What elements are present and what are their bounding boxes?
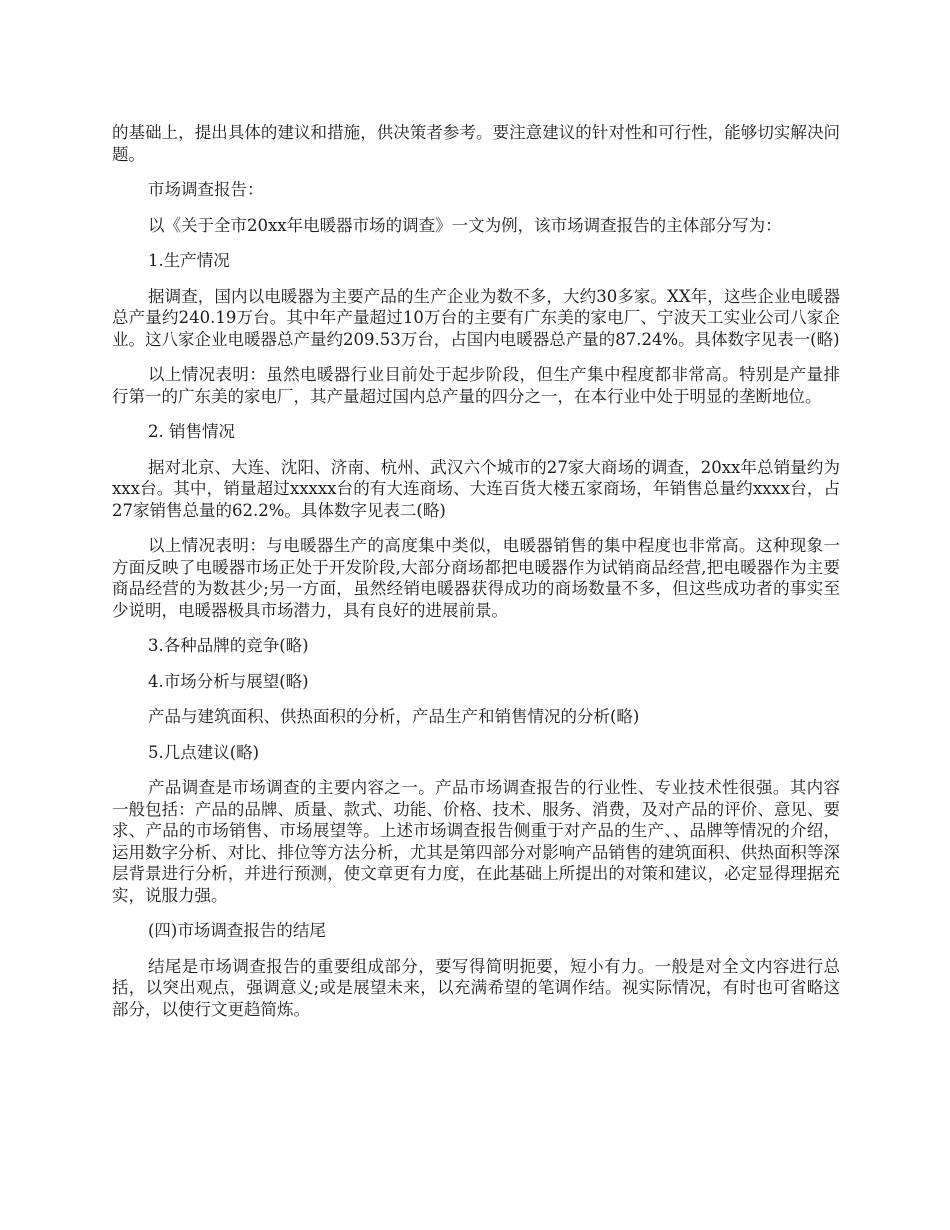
section-heading-report-ending: (四)市场调查报告的结尾 [148, 921, 326, 940]
paragraph-sales: 据对北京、大连、沈阳、济南、杭州、武汉六个城市的27家大商场的调查，20xx年总销量约为xxx台。其中，销量超过xxxxx台的有大连商场、大连百货大楼五家商场，年销售总量约xxxx台，占27家销售总量的62.2%。具体数字见表二(略) [112, 457, 840, 520]
paragraph-sales-analysis: 以上情况表明：与电暖器生产的高度集中类似，电暖器销售的集中程度也非常高。这种现象一方面反映了电暖器市场正处于开发阶段,大部分商场都把电暖器作为试销商品经营,把电暖器作为主要商品经营的为数甚少;另一方面，虽然经销电暖器获得成功的商场数量不多，但这些成功者的事实至少说明，电暖器极具市场潜力，具有良好的进展前景。 [112, 536, 840, 620]
section-heading-production: 1.生产情况 [148, 251, 230, 270]
paragraph-production: 据调查，国内以电暖器为主要产品的生产企业为数不多，大约30多家。XX年，这些企业电暖器总产量约240.19万台。其中年产量超过10万台的主要有广东美的家电厂、宁波天工实业公司八家企业。这八家企业电暖器总产量约209.53万台，占国内电暖器总产量的87.24%。具体数字见表一(略) [112, 286, 840, 349]
paragraph-report-label: 市场调查报告： [148, 180, 264, 199]
paragraph-analysis-items: 产品与建筑面积、供热面积的分析，产品生产和销售情况的分析(略) [148, 707, 640, 726]
document-body [112, 122, 840, 1034]
section-heading-sales: 2. 销售情况 [148, 422, 235, 441]
paragraph-production-analysis: 以上情况表明：虽然电暖器行业目前处于起步阶段，但生产集中程度都非常高。特别是产量排行第一的广东美的家电厂，其产量超过国内总产量的四分之一，在本行业中处于明显的垄断地位。 [112, 365, 840, 406]
paragraph-intro-continued: 的基础上，提出具体的建议和措施，供决策者参考。要注意建议的针对性和可行性，能够切实解决问题。 [112, 123, 840, 164]
paragraph-product-survey: 产品调查是市场调查的主要内容之一。产品市场调查报告的行业性、专业技术性很强。其内容一般包括：产品的品牌、质量、款式、功能、价格、技术、服务、消费，及对产品的评价、意见、要求、产品的市场销售、市场展望等。上述市场调查报告侧重于对产品的生产、、品牌等情况的介绍，运用数字分析、对比、排位等方法分析，尤其是第四部分对影响产品销售的建筑面积、供热面积等深层背景进行分析，并进行预测，使文章更有力度，在此基础上所提出的对策和建议，必定显得理据充实，说服力强。 [112, 778, 840, 905]
section-heading-suggestions: 5.几点建议(略) [148, 742, 260, 762]
section-heading-market-outlook: 4.市场分析与展望(略) [148, 671, 309, 691]
paragraph-example: 以《关于全市20xx年电暖器市场的调查》一文为例，该市场调查报告的主体部分写为： [148, 215, 782, 235]
section-heading-brand-competition: 3.各种品牌的竞争(略) [148, 636, 309, 655]
paragraph-report-ending: 结尾是市场调查报告的重要组成部分，要写得简明扼要，短小有力。一般是对全文内容进行总括，以突出观点，强调意义;或是展望未来，以充满希望的笔调作结。视实际情况，有时也可省略这部分，以使行文更趋简炼。 [112, 956, 840, 1019]
